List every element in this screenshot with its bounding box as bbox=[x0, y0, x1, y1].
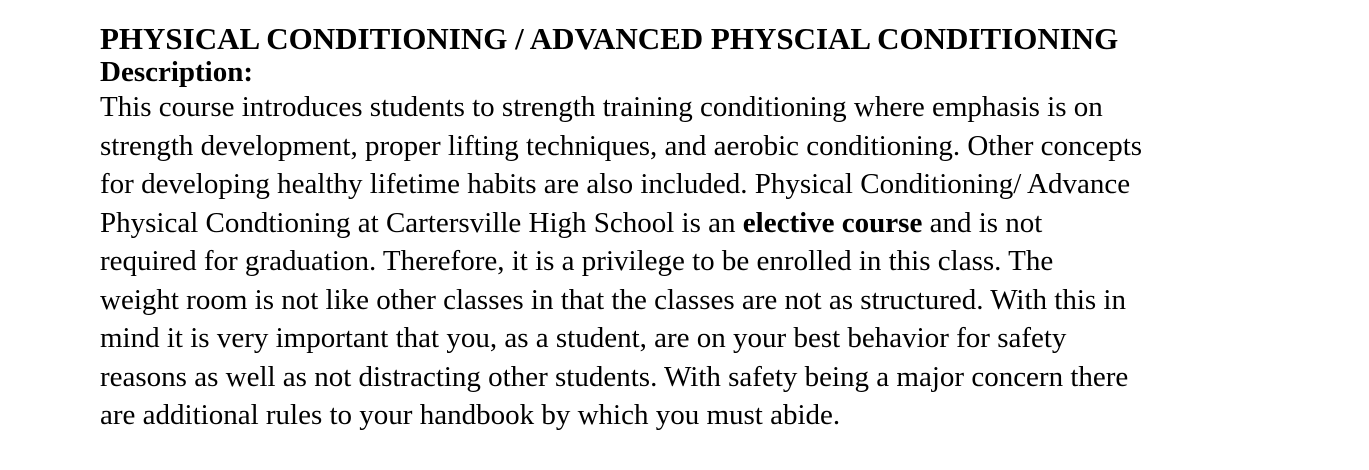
paragraph-line: weight room is not like other classes in that the classes are not as structured. With this in bbox=[100, 283, 1126, 316]
line-text: and is not bbox=[922, 206, 1043, 239]
document-page bbox=[100, 22, 1300, 435]
elective-course-emphasis: elective course bbox=[742, 206, 923, 239]
course-title: PHYSICAL CONDITIONING / ADVANCED PHYSCIAL CONDITIONING bbox=[100, 21, 1119, 56]
paragraph-line: reasons as well as not distracting other students. With safety being a major concern there bbox=[100, 360, 1129, 393]
paragraph-line: for developing healthy lifetime habits are also included. Physical Conditioning/ Advance bbox=[100, 168, 1131, 200]
description-paragraph bbox=[100, 88, 1300, 435]
paragraph-line: required for graduation. Therefore, it is a privilege to be enrolled in this class. The bbox=[100, 245, 1054, 277]
paragraph-line: mind it is very important that you, as a student, are on your best behavior for safety bbox=[100, 322, 1067, 354]
paragraph-line: This course introduces students to strength training conditioning where emphasis is on bbox=[100, 91, 1103, 123]
paragraph-line: strength development, proper lifting techniques, and aerobic conditioning. Other concepts bbox=[100, 129, 1143, 162]
line-text: Physical Condtioning at Cartersville High School is an bbox=[100, 206, 743, 239]
paragraph-line bbox=[100, 204, 1300, 243]
description-heading: Description: bbox=[100, 56, 254, 88]
paragraph-line: are additional rules to your handbook by which you must abide. bbox=[100, 399, 841, 431]
